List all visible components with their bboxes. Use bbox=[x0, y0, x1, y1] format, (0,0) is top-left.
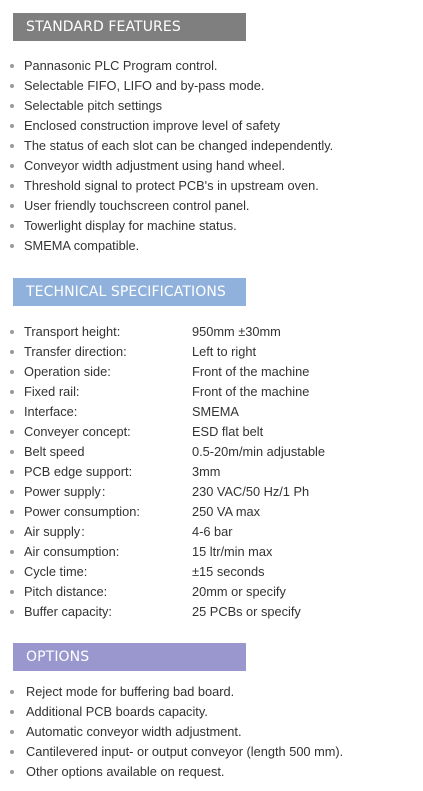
spec-value: Front of the machine bbox=[192, 384, 310, 399]
feature-item-text: Conveyor width adjustment using hand wheel. bbox=[24, 158, 286, 173]
bullet-icon bbox=[10, 104, 14, 108]
spec-value: Front of the machine bbox=[192, 364, 310, 379]
bullet-icon bbox=[10, 144, 14, 148]
feature-item-text: Towerlight display for machine status. bbox=[24, 218, 237, 233]
bullet-icon bbox=[10, 730, 14, 734]
feature-item-text: Pannasonic PLC Program control. bbox=[24, 58, 218, 73]
spec-value: 4-6 bar bbox=[192, 524, 233, 539]
bullet-icon bbox=[10, 184, 14, 188]
spec-label: Operation side: bbox=[24, 364, 111, 379]
feature-item-text: User friendly touchscreen control panel. bbox=[24, 198, 250, 213]
spec-label: PCB edge support: bbox=[24, 464, 133, 479]
bullet-icon bbox=[10, 750, 14, 754]
bullet-icon bbox=[10, 204, 14, 208]
spec-label: Air consumption: bbox=[24, 544, 120, 559]
spec-value: 15 ltr/min max bbox=[192, 544, 273, 559]
bullet-icon bbox=[10, 430, 14, 434]
bullet-icon bbox=[10, 710, 14, 714]
option-item-text: Other options available on request. bbox=[26, 764, 225, 779]
option-item-text: Reject mode for buffering bad board. bbox=[26, 684, 235, 699]
technical-specifications-header: TECHNICAL SPECIFICATIONS bbox=[13, 278, 246, 306]
spec-value: SMEMA bbox=[192, 404, 239, 419]
bullet-icon bbox=[10, 590, 14, 594]
bullet-icon bbox=[10, 84, 14, 88]
bullet-icon bbox=[10, 330, 14, 334]
feature-item-text: SMEMA compatible. bbox=[24, 238, 140, 253]
option-item-text: Cantilevered input- or output conveyor (length 500 mm). bbox=[26, 744, 344, 759]
bullet-icon bbox=[10, 164, 14, 168]
bullet-icon bbox=[10, 124, 14, 128]
bullet-icon bbox=[10, 490, 14, 494]
bullet-icon bbox=[10, 510, 14, 514]
bullet-icon bbox=[10, 550, 14, 554]
bullet-icon bbox=[10, 450, 14, 454]
bullet-icon bbox=[10, 610, 14, 614]
spec-label: Fixed rail: bbox=[24, 384, 80, 399]
bullet-icon bbox=[10, 350, 14, 354]
spec-label: Buffer capacity: bbox=[24, 604, 112, 619]
feature-item-text: Threshold signal to protect PCB's in upstream oven. bbox=[24, 178, 319, 193]
bullet-icon bbox=[10, 64, 14, 68]
spec-label: Power supply : bbox=[24, 484, 106, 499]
feature-item-text: Selectable FIFO, LIFO and by-pass mode. bbox=[24, 78, 265, 93]
bullet-icon bbox=[10, 224, 14, 228]
spec-label: Cycle time: bbox=[24, 564, 88, 579]
bullet-icon bbox=[10, 244, 14, 248]
bullet-icon bbox=[10, 530, 14, 534]
spec-value: 230 VAC/50 Hz/1 Ph bbox=[192, 484, 310, 499]
bullet-icon bbox=[10, 470, 14, 474]
spec-value: 250 VA max bbox=[192, 504, 261, 519]
bullet-icon bbox=[10, 770, 14, 774]
spec-value: 0.5-20m/min adjustable bbox=[192, 444, 326, 459]
option-item-text: Automatic conveyor width adjustment. bbox=[26, 724, 242, 739]
spec-label: Transfer direction: bbox=[24, 344, 127, 359]
bullet-icon bbox=[10, 410, 14, 414]
spec-value: 20mm or specify bbox=[192, 584, 286, 599]
spec-value: 3mm bbox=[192, 464, 221, 479]
spec-value: 950mm ±30mm bbox=[192, 324, 281, 339]
spec-label: Interface: bbox=[24, 404, 78, 419]
spec-value: ESD flat belt bbox=[192, 424, 264, 439]
spec-label: Power consumption: bbox=[24, 504, 140, 519]
options-header: OPTIONS bbox=[13, 643, 246, 671]
spec-value: 25 PCBs or specify bbox=[192, 604, 301, 619]
bullet-icon bbox=[10, 390, 14, 394]
bullet-icon bbox=[10, 370, 14, 374]
spec-label: Conveyer concept: bbox=[24, 424, 131, 439]
standard-features-header: STANDARD FEATURES bbox=[13, 13, 246, 41]
spec-value: ±15 seconds bbox=[192, 564, 265, 579]
bullet-icon bbox=[10, 570, 14, 574]
option-item-text: Additional PCB boards capacity. bbox=[26, 704, 208, 719]
spec-label: Air supply : bbox=[24, 524, 85, 539]
feature-item-text: Selectable pitch settings bbox=[24, 98, 163, 113]
spec-label: Pitch distance: bbox=[24, 584, 108, 599]
spec-label: Transport height: bbox=[24, 324, 121, 339]
bullet-icon bbox=[10, 690, 14, 694]
spec-value: Left to right bbox=[192, 344, 257, 359]
spec-label: Belt speed bbox=[24, 444, 85, 459]
feature-item-text: Enclosed construction improve level of safety bbox=[24, 118, 281, 133]
feature-item-text: The status of each slot can be changed independently. bbox=[24, 138, 334, 153]
